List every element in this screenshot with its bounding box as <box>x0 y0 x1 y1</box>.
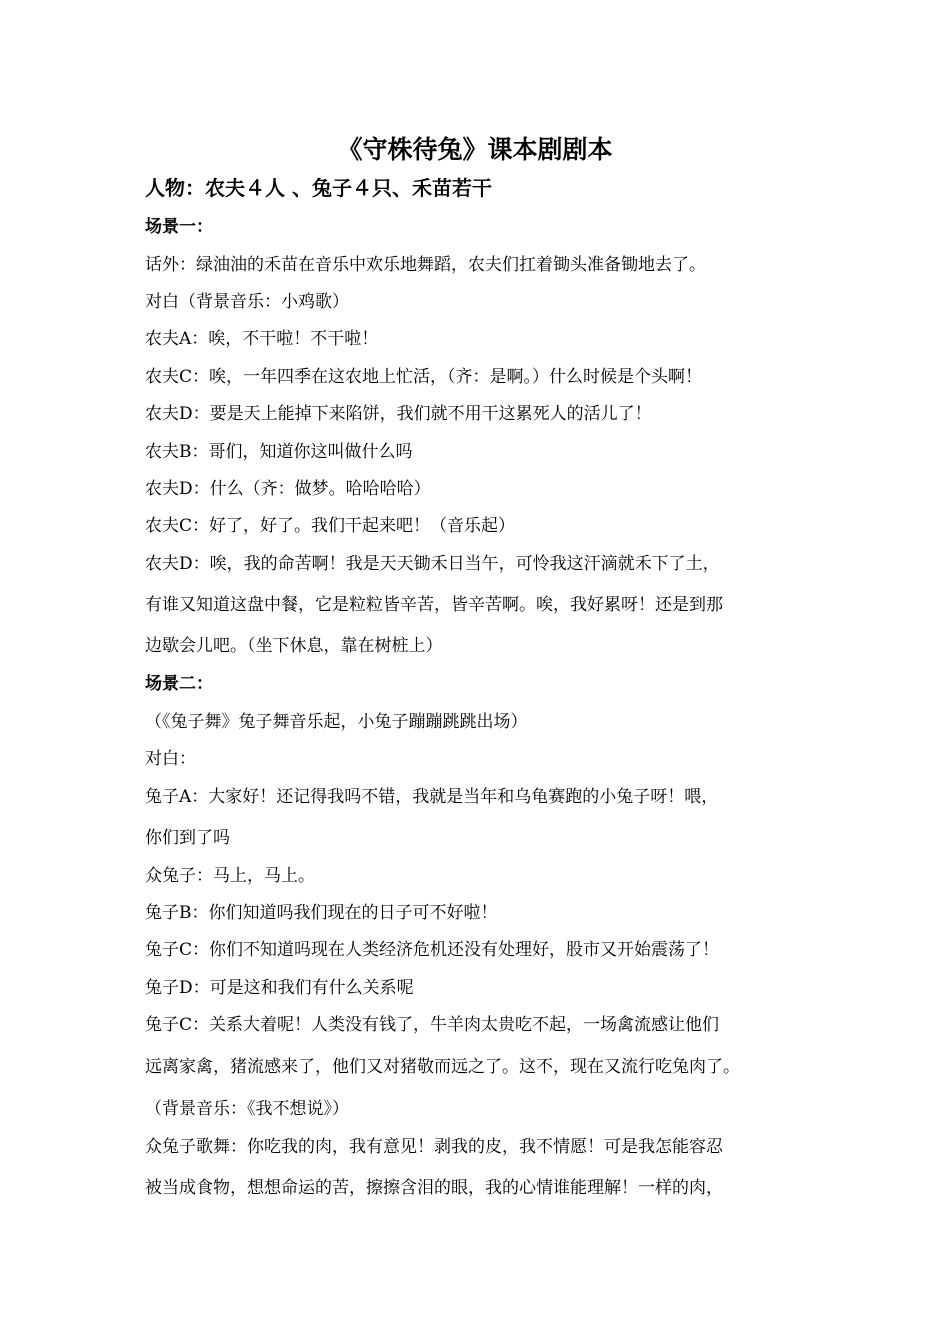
scene2-line: 兔子C：你们不知道吗现在人类经济危机还没有处理好，股市又开始震荡了！ <box>145 940 720 960</box>
scene2-line: 兔子C：关系大着呢！人类没有钱了，牛羊肉太贵吃不起，一场禽流感让他们 <box>145 1015 720 1035</box>
scene2-line: 众兔子：马上，马上。 <box>145 866 315 886</box>
scene2-line: 远离家禽，猪流感来了，他们又对猪敬而远之了。这不，现在又流行吃兔肉了。 <box>145 1057 740 1077</box>
scene1-heading: 场景一： <box>145 217 213 237</box>
scene1-line: 农夫D：什么（齐：做梦。哈哈哈哈） <box>145 479 431 499</box>
scene1-line: 边歇会儿吧。（坐下休息，靠在树桩上） <box>145 636 443 656</box>
scene2-line: 被当成食物，想想命运的苦，擦擦含泪的眼，我的心情谁能理解！一样的肉， <box>145 1178 723 1198</box>
document-title: 《守株待兔》课本剧剧本 <box>337 135 613 164</box>
characters-line: 人物：农夫４人 、兔子４只、禾苗若干 <box>145 176 492 200</box>
scene2-line: 兔子A：大家好！还记得我吗不错，我就是当年和乌龟赛跑的小兔子呀！喂， <box>145 787 719 807</box>
scene2-line: （背景音乐：《我不想说》） <box>145 1099 349 1119</box>
scene2-line: （《兔子舞》兔子舞音乐起，小兔子蹦蹦跳跳出场） <box>145 712 528 732</box>
scene1-line: 农夫D：唉，我的命苦啊！我是天天锄禾日当午，可怜我这汗滴就禾下了土， <box>145 554 720 574</box>
scene1-line: 农夫C：唉，一年四季在这农地上忙活，（齐：是啊。）什么时候是个头啊！ <box>145 367 703 387</box>
scene2-line: 兔子D：可是这和我们有什么关系呢 <box>145 978 414 998</box>
scene1-line: 话外：绿油油的禾苗在音乐中欢乐地舞蹈，农夫们扛着锄头准备锄地去了。 <box>145 255 706 275</box>
scene2-line: 对白： <box>145 749 196 769</box>
scene2-line: 众兔子歌舞：你吃我的肉，我有意见！剥我的皮，我不情愿！可是我怎能容忍 <box>145 1137 723 1157</box>
scene1-line: 农夫C：好了，好了。我们干起来吧！（音乐起） <box>145 516 516 536</box>
scene1-line: 有谁又知道这盘中餐，它是粒粒皆辛苦，皆辛苦啊。唉，我好累呀！还是到那 <box>145 595 723 615</box>
scene1-line: 农夫B：哥们，知道你这叫做什么吗 <box>145 442 413 462</box>
scene2-line: 兔子B：你们知道吗我们现在的日子可不好啦！ <box>145 903 498 923</box>
scene2-line: 你们到了吗 <box>145 828 230 848</box>
scene1-line: 农夫A：唉，不干啦！不干啦！ <box>145 329 379 349</box>
scene2-heading: 场景二： <box>145 674 213 694</box>
scene1-line: 农夫D：要是天上能掉下来陷饼，我们就不用干这累死人的活儿了！ <box>145 404 652 424</box>
scene1-line: 对白（背景音乐：小鸡歌） <box>145 292 349 312</box>
